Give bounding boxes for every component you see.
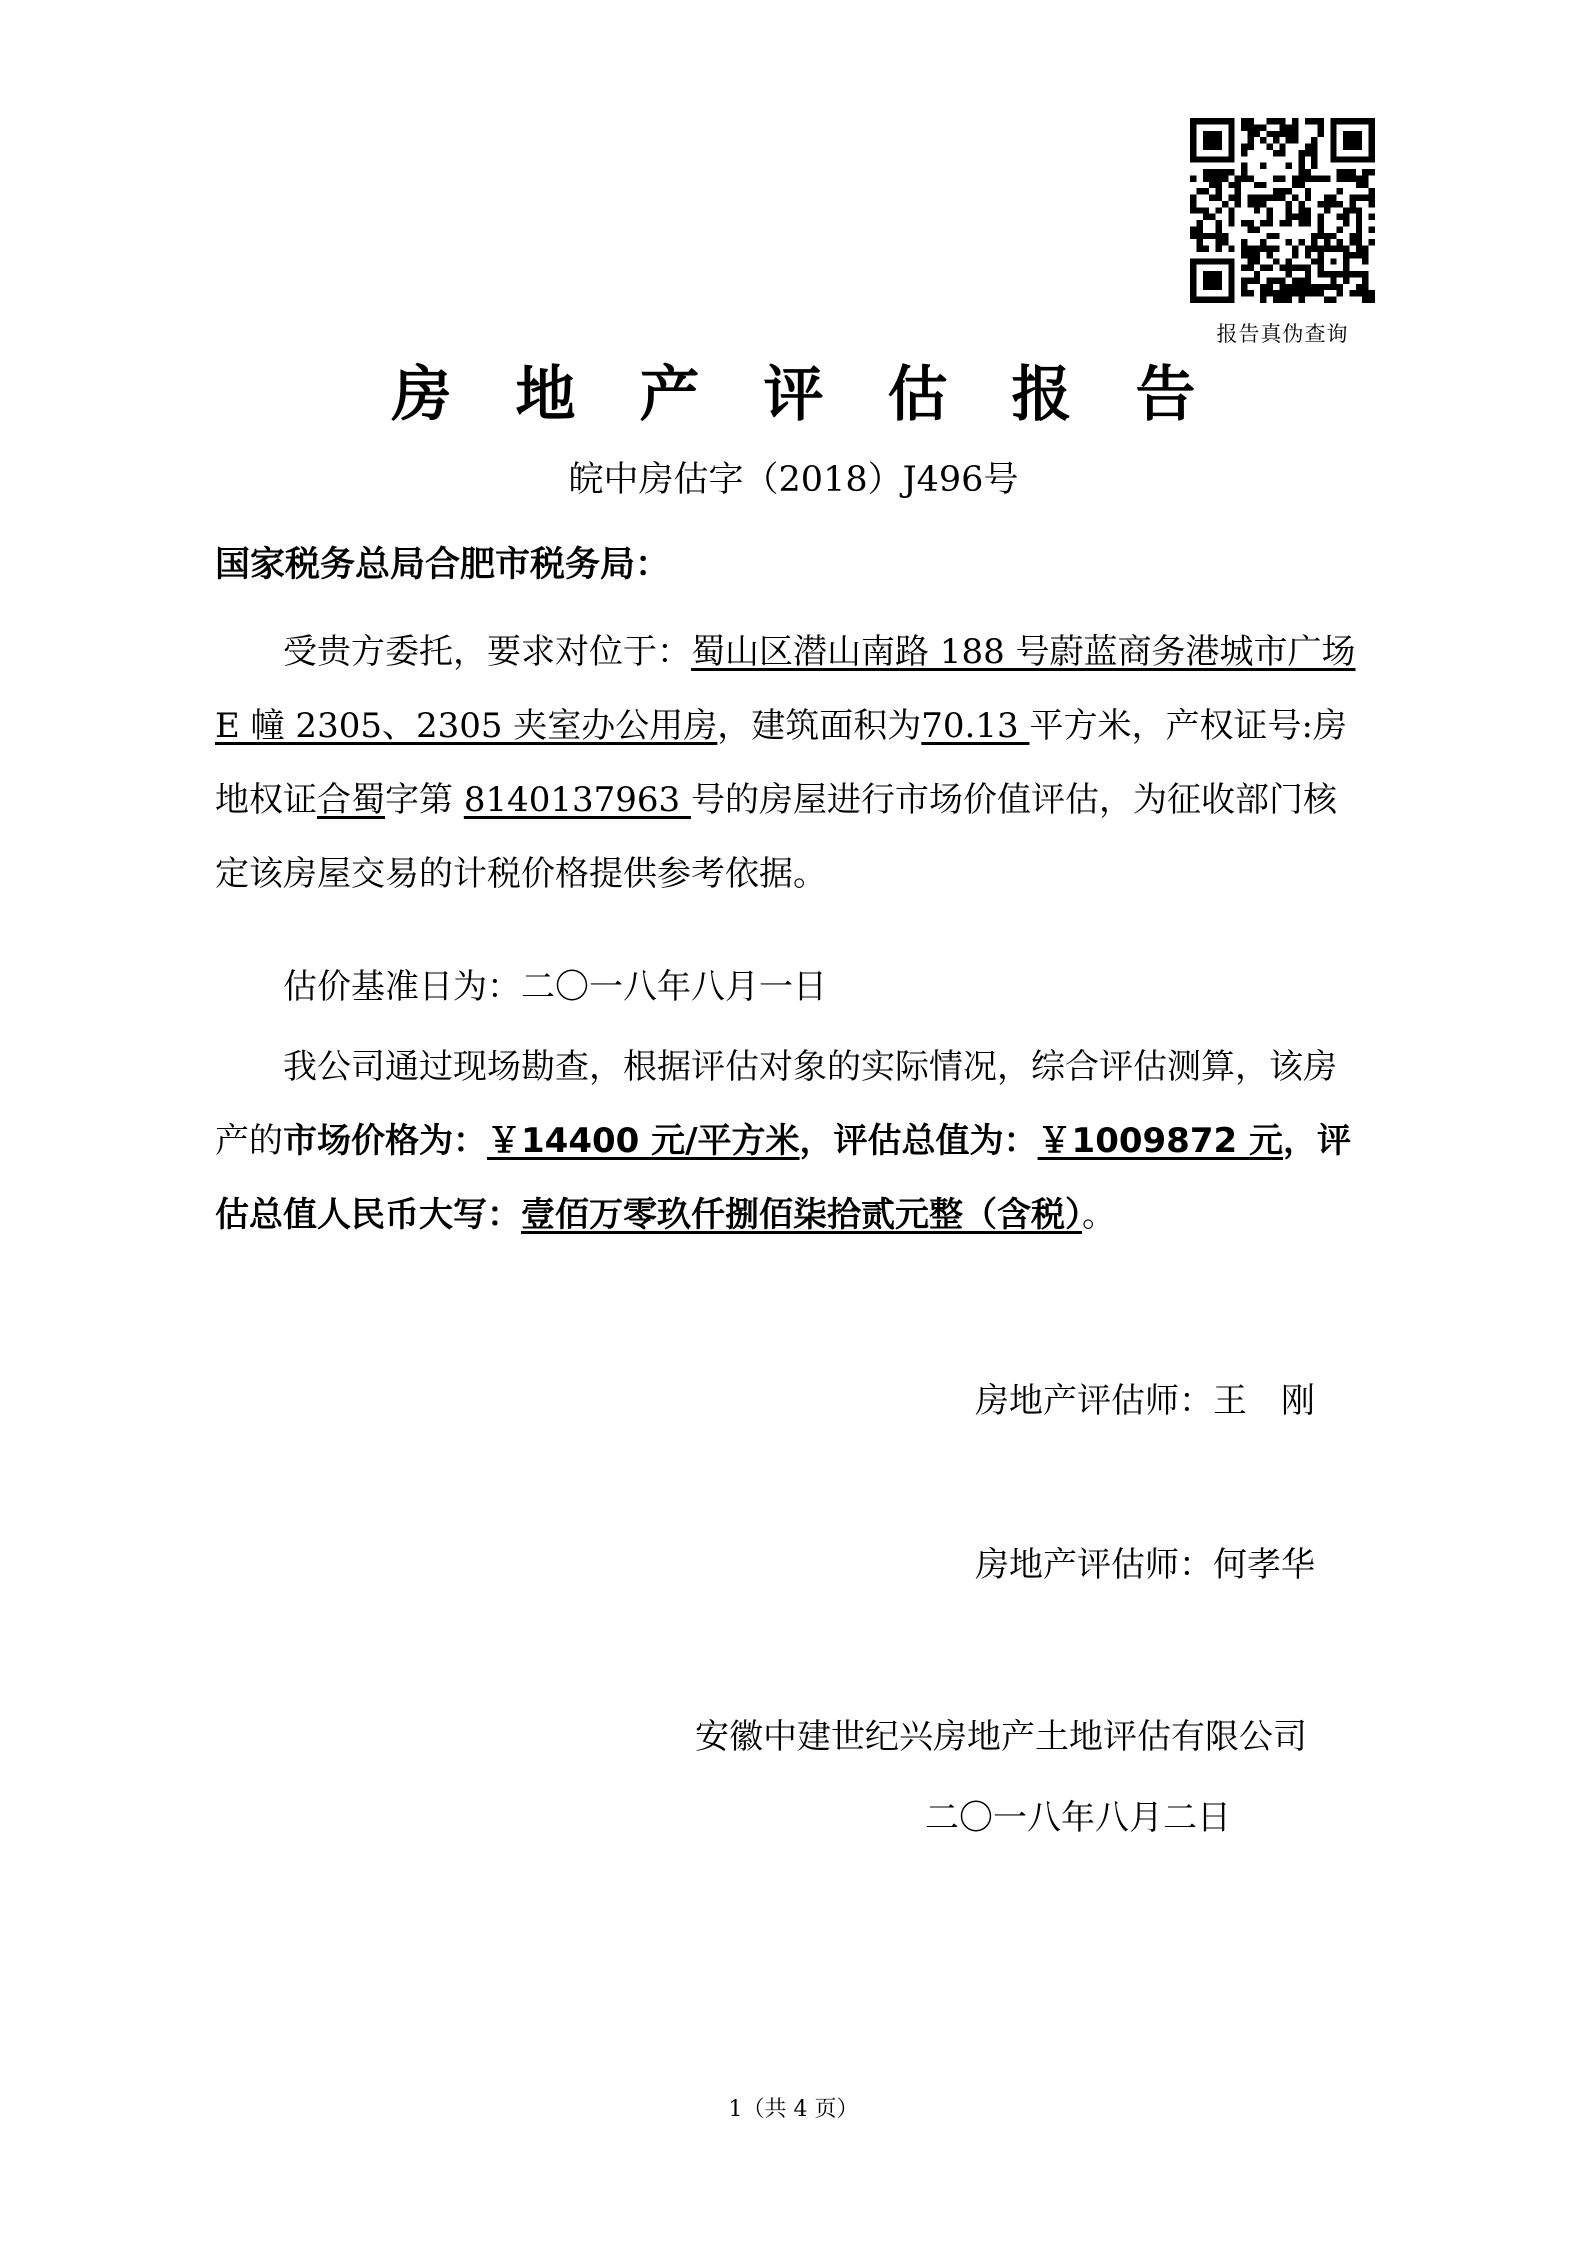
qr-code[interactable] xyxy=(1190,118,1375,303)
para1-text-2: ，建筑面积为 xyxy=(717,706,922,746)
label-market-price: 市场价格为： xyxy=(283,1121,487,1161)
report-title: 房地产评估报告 xyxy=(391,360,1260,430)
para1-text-1: 受贵方委托，要求对位于： xyxy=(283,632,691,672)
paragraph-valuation-date xyxy=(215,950,1370,1024)
label-total-value: ，评估总值为： xyxy=(799,1121,1038,1161)
certificate-number: 8140137963 xyxy=(463,780,691,820)
period: 。 xyxy=(1082,1195,1116,1235)
para1-text-3: 平方米，产权证号:房地权证 xyxy=(215,706,1347,820)
amount-in-words: 壹佰万零玖仟捌佰柒拾贰元整（含税） xyxy=(521,1195,1082,1235)
unit-price: ￥14400 元/平方米 xyxy=(487,1121,800,1161)
para3-text-1: 我公司通过现场勘查，根据评估对象的实际情况，综合评估测算，该房产的 xyxy=(215,1047,1337,1161)
page-number: 1（共 4 页） xyxy=(728,2097,859,2122)
addressee: 国家税务总局合肥市税务局： xyxy=(215,545,671,585)
building-area: 70.13 xyxy=(921,706,1030,746)
report-date: 二〇一八年八月二日 xyxy=(925,1798,1231,1838)
qr-caption: 报告真伪查询 xyxy=(1216,322,1349,346)
company-name: 安徽中建世纪兴房地产土地评估有限公司 xyxy=(695,1717,1307,1757)
certificate-prefix: 合蜀 xyxy=(317,780,385,820)
appraiser-2: 房地产评估师：何孝华 xyxy=(975,1545,1315,1585)
comma: ， xyxy=(1282,1121,1317,1161)
paragraph-conclusion xyxy=(215,1030,1370,1252)
label-amount-in-words: 评估总值人民币大写： xyxy=(215,1121,1351,1235)
total-value: ￥1009872 元 xyxy=(1037,1121,1283,1161)
para1-text-5: 号的房屋进行市场价值评估，为征收部门核定该房屋交易的计税价格提供参考依据。 xyxy=(215,780,1337,894)
property-address: 蜀山区潜山南路 188 号蔚蓝商务港城市广场 E 幢 2305、2305 夹室办公用房 xyxy=(215,632,1356,746)
paragraph-commission xyxy=(215,615,1370,911)
document-number: 皖中房估字（2018）J496号 xyxy=(568,460,1019,500)
para1-text-4: 字第 xyxy=(385,780,464,820)
appraiser-1: 房地产评估师：王 刚 xyxy=(975,1381,1315,1421)
valuation-date: 估价基准日为：二〇一八年八月一日 xyxy=(283,967,827,1007)
